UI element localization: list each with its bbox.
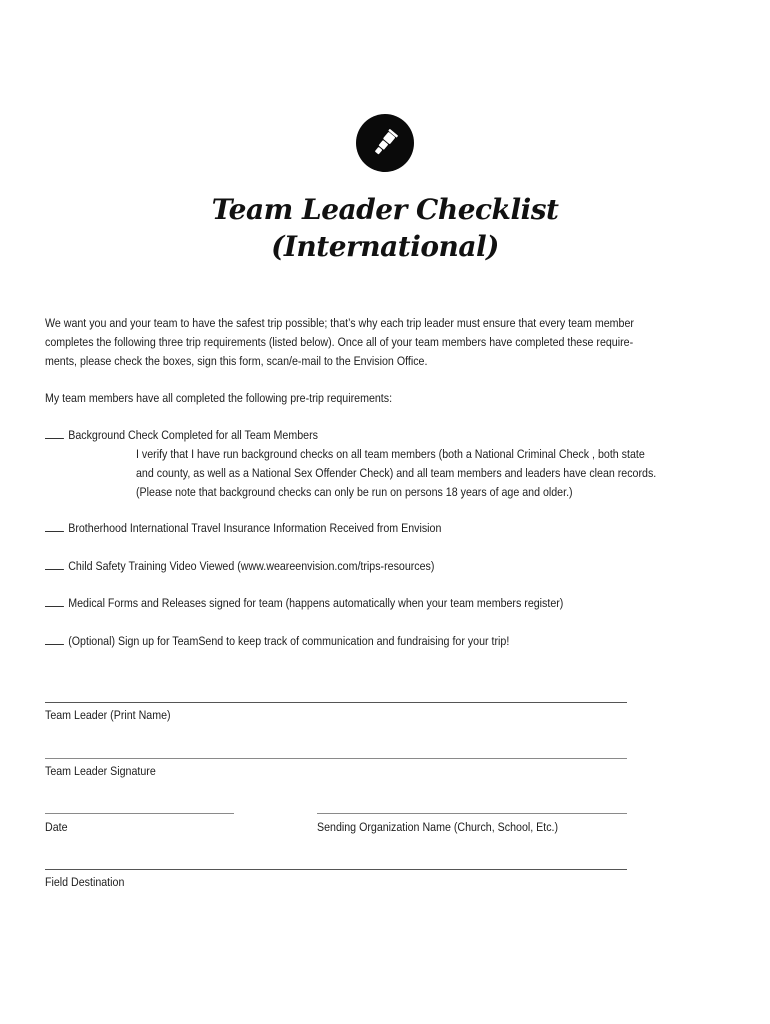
page-subtitle: (International) [271,230,499,263]
checklist-item-teamsend[interactable] [45,632,509,651]
checklist-item-detail: (Please note that background checks can only be run on persons 18 years of age and older.) [136,485,573,499]
page-title: Team Leader Checklist [211,193,559,226]
organization-field[interactable] [317,813,627,814]
lead-in-text: My team members have all completed the following pre-trip requirements: [45,391,393,405]
signature-label: Team Leader Signature [45,764,156,778]
signature-field[interactable] [45,758,627,759]
date-field[interactable] [45,813,234,814]
checklist-item-medical-forms[interactable] [45,594,563,613]
checkbox-blank[interactable] [45,519,64,532]
print-name-label: Team Leader (Print Name) [45,708,171,722]
checkbox-blank[interactable] [45,632,64,645]
print-name-field[interactable] [45,702,627,703]
spyglass-icon [368,126,402,160]
destination-label: Field Destination [45,875,125,889]
checklist-item-travel-insurance[interactable] [45,519,441,538]
checklist-item-label: Child Safety Training Video Viewed (www.weareenvision.com/trips-resources) [68,559,435,573]
checkbox-blank[interactable] [45,594,64,607]
checkbox-blank[interactable] [45,557,64,570]
intro-line: We want you and your team to have the safest trip possible; that’s why each trip leader must ensure that every team member [45,316,634,330]
date-label: Date [45,820,68,834]
intro-line: ments, please check the boxes, sign this form, scan/e-mail to the Envision Office. [45,354,428,368]
checklist-item-child-safety[interactable] [45,557,434,576]
checkbox-blank[interactable] [45,426,64,439]
checklist-item-label: Background Check Completed for all Team Members [68,428,318,442]
destination-field[interactable] [45,869,627,870]
checklist-item-detail: I verify that I have run background checks on all team members (both a National Criminal Check , both state [136,447,645,461]
checklist-item-label: Brotherhood International Travel Insurance Information Received from Envision [68,521,442,535]
checklist-item-label: Medical Forms and Releases signed for team (happens automatically when your team members register) [68,596,564,610]
intro-line: completes the following three trip requirements (listed below). Once all of your team members have completed these require- [45,335,634,349]
organization-label: Sending Organization Name (Church, School, Etc.) [317,820,559,834]
logo-badge [356,114,414,172]
checklist-item-detail: and county, as well as a National Sex Offender Check) and all team members and leaders have clean records. [136,466,657,480]
checklist-item-label: (Optional) Sign up for TeamSend to keep track of communication and fundraising for your trip! [68,634,510,648]
checklist-item-background-check[interactable] [45,426,318,445]
